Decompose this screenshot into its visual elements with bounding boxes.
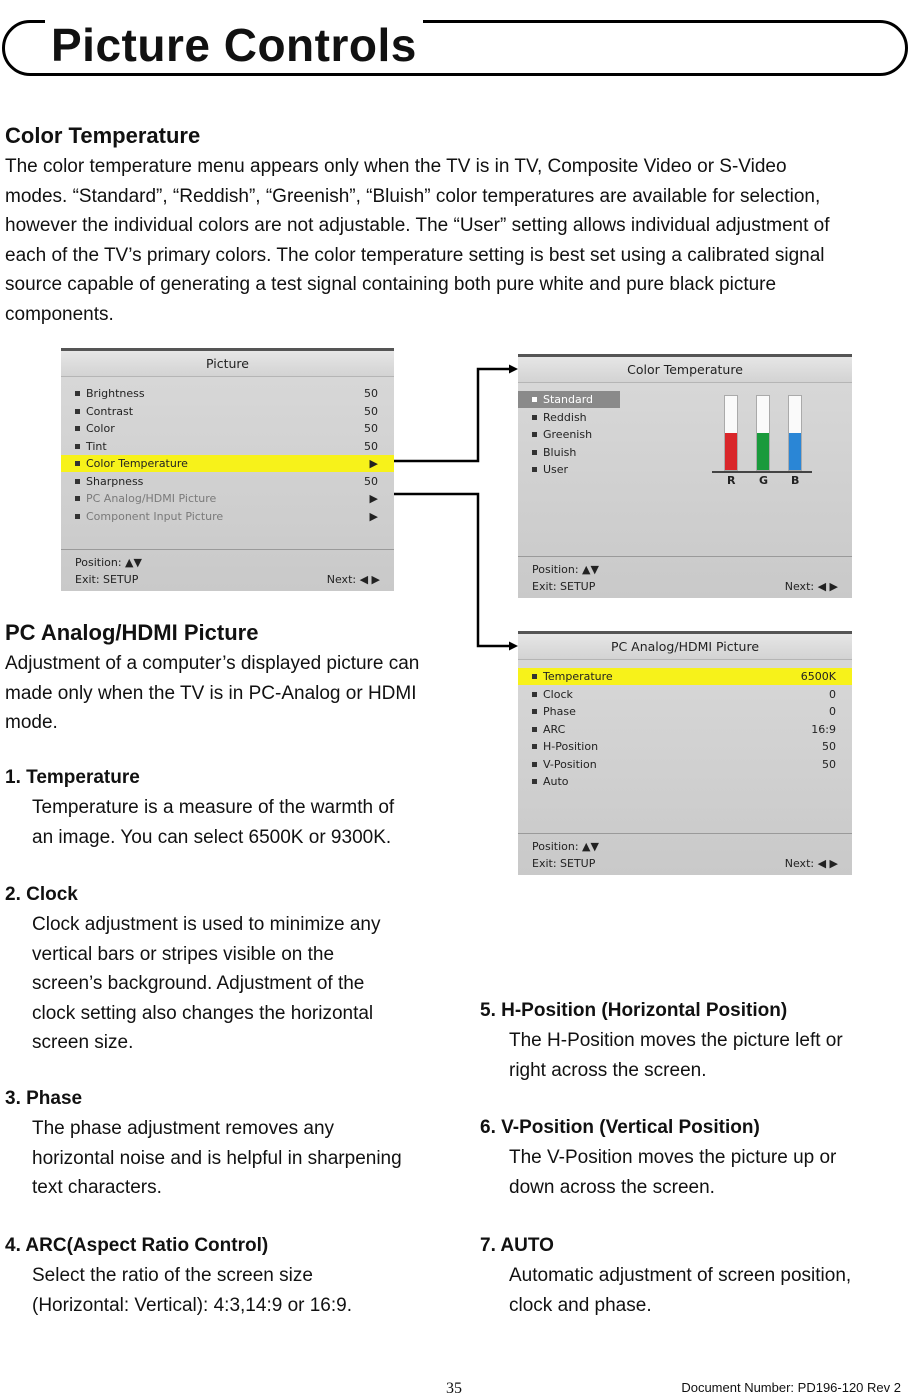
item-heading-v-position: 6. V-Position (Vertical Position) [480,1117,760,1138]
osd-title: Picture [61,351,394,377]
bullet-icon [532,744,537,749]
para-line: Adjustment of a computer’s displayed picture can [5,653,420,674]
menu-item-color[interactable] [61,420,394,437]
osd-footer [518,833,852,875]
item-body-phase [32,1114,402,1203]
menu-item-temperature[interactable] [518,668,852,685]
item-label: Temperature [543,670,613,683]
menu-item-auto[interactable] [518,773,852,790]
item-label: Brightness [86,387,145,400]
para-line: made only when the TV is in PC-Analog or HDMI [5,682,417,704]
item-label: Greenish [543,428,593,441]
bullet-icon [75,479,80,484]
red-level-bar[interactable] [724,395,738,471]
item-body-arc [32,1261,352,1320]
item-label: Color Temperature [86,457,188,470]
menu-item-clock[interactable] [518,686,852,703]
bullet-icon [532,779,537,784]
item-value: 0 [829,705,836,718]
bullet-icon [75,426,80,431]
bullet-icon [532,692,537,697]
item-label: Auto [543,775,569,788]
item-label: Reddish [543,410,587,424]
item-value: 50 [364,439,378,453]
item-label: ARC [543,722,566,736]
item-body-clock [32,910,380,1058]
red-level-fill [725,433,737,470]
item-label: Phase [543,705,576,718]
body-line: clock setting also changes the horizontal [32,1002,374,1024]
item-value: 50 [364,422,378,435]
osd-title: Color Temperature [518,357,852,383]
bullet-icon [532,397,537,402]
page-number: 35 [446,1380,462,1397]
bullet-icon [75,514,80,519]
bullet-icon [532,762,537,767]
para-line: however the individual colors are not adjustable. The “User” setting allows individual adjustment of [5,215,830,236]
document-number: Document Number: PD196-120 Rev 2 [681,1380,901,1395]
arrow-right-icon: ▶ [369,509,378,523]
body-line: down across the screen. [509,1176,715,1198]
next-hint: Next: ◀ ▶ [784,857,838,870]
item-value: 50 [364,474,378,488]
pc-section-heading: PC Analog/HDMI Picture [5,620,259,645]
bullet-icon [75,444,80,449]
menu-item-contrast[interactable] [61,403,394,420]
body-line: Select the ratio of the screen size [32,1265,313,1286]
body-line: horizontal noise and is helpful in sharpening [32,1147,402,1169]
next-hint: Next: ◀ ▶ [784,580,838,593]
menu-item-h-position[interactable] [518,738,852,755]
arrow-right-icon: ▶ [369,492,378,505]
body-line: (Horizontal: Vertical): 4:3,14:9 or 16:9. [32,1294,352,1316]
exit-hint: Exit: SETUP [532,580,596,593]
para-line: components. [5,303,114,325]
para-line: The color temperature menu appears only when the TV is in TV, Composite Video or S-Video [5,156,787,177]
bar-baseline [712,471,812,473]
body-line: an image. You can select 6500K or 9300K. [32,826,392,848]
bullet-icon [75,461,80,466]
bullet-icon [75,391,80,396]
body-line: vertical bars or stripes visible on the [32,943,335,965]
body-line: right across the screen. [509,1059,707,1081]
green-label: G [759,474,769,487]
item-heading-clock: 2. Clock [5,884,78,905]
menu-item-arc[interactable] [518,721,852,738]
position-hint: Position: ▲▼ [75,556,142,569]
bullet-icon [532,727,537,732]
menu-item-standard[interactable] [518,391,620,408]
item-value: 50 [364,387,378,400]
menu-item-phase[interactable] [518,703,852,720]
osd-color-temperature-menu [518,354,852,598]
item-label: PC Analog/HDMI Picture [86,492,217,505]
item-body-temperature [32,793,394,852]
page-title: Picture Controls [45,17,423,73]
item-label: User [543,463,569,476]
item-label: V-Position [543,757,597,771]
bullet-icon [75,496,80,501]
menu-item-brightness[interactable] [61,385,394,402]
menu-item-component-input[interactable] [61,508,394,525]
item-label: Component Input Picture [86,509,224,523]
para-line: each of the TV’s primary colors. The color temperature setting is best set using a calibrated signal [5,244,825,266]
item-value: 16:9 [811,722,836,736]
blue-label: B [791,474,800,487]
body-line: Clock adjustment is used to minimize any [32,914,381,935]
bullet-icon [75,409,80,414]
item-heading-h-position: 5. H-Position (Horizontal Position) [480,1000,788,1021]
item-label: Sharpness [86,474,144,488]
item-label: Color [86,422,115,435]
item-value: 6500K [800,670,836,683]
menu-item-tint[interactable] [61,438,394,455]
pc-section-paragraph [5,649,465,738]
item-body-auto [509,1261,851,1320]
item-body-h-position [509,1026,843,1085]
menu-item-sharpness[interactable] [61,473,394,490]
blue-level-fill [789,433,801,470]
menu-item-v-position[interactable] [518,756,852,773]
osd-footer [61,549,394,591]
body-line: Temperature is a measure of the warmth of [32,797,395,818]
osd-footer [518,556,852,598]
osd-title: PC Analog/HDMI Picture [518,634,852,660]
color-temp-heading: Color Temperature [5,123,201,148]
osd-picture-menu [61,348,394,591]
osd-pc-analog-hdmi-menu [518,631,852,875]
item-heading-arc: 4. ARC(Aspect Ratio Control) [5,1235,269,1256]
body-line: The H-Position moves the picture left or [509,1030,843,1051]
bullet-icon [532,450,537,455]
item-heading-temperature: 1. Temperature [5,767,140,788]
item-value: 0 [829,687,836,701]
item-label: Tint [86,439,107,453]
item-value: 50 [822,740,836,753]
green-level-fill [757,433,769,470]
body-line: screen size. [32,1032,134,1053]
bullet-icon [532,467,537,472]
item-label: Bluish [543,445,577,459]
exit-hint: Exit: SETUP [532,857,596,870]
menu-item-pc-analog-hdmi[interactable] [61,490,394,507]
position-hint: Position: ▲▼ [532,840,599,853]
item-label: Clock [543,687,573,701]
bullet-icon [532,432,537,437]
item-body-v-position [509,1143,836,1202]
green-level-bar[interactable] [756,395,770,471]
body-line: clock and phase. [509,1294,652,1316]
item-label: Contrast [86,404,134,418]
menu-item-color-temperature[interactable] [61,455,394,472]
body-line: screen’s background. Adjustment of the [32,973,365,994]
item-heading-phase: 3. Phase [5,1088,83,1109]
item-value: 50 [364,404,378,418]
exit-hint: Exit: SETUP [75,573,139,586]
body-line: The phase adjustment removes any [32,1118,335,1139]
item-label: H-Position [543,740,599,753]
next-hint: Next: ◀ ▶ [326,573,380,586]
item-label: Standard [543,393,594,406]
item-heading-auto: 7. AUTO [480,1235,554,1256]
bullet-icon [532,709,537,714]
para-line: modes. “Standard”, “Reddish”, “Greenish”, “Bluish” color temperatures are available for selection, [5,185,821,207]
blue-level-bar[interactable] [788,395,802,471]
bullet-icon [532,674,537,679]
red-label: R [727,474,736,487]
position-hint: Position: ▲▼ [532,563,599,576]
item-value: 50 [822,757,836,771]
body-line: The V-Position moves the picture up or [509,1147,837,1168]
para-line: source capable of generating a test signal containing both pure white and pure black picture [5,274,777,295]
body-line: text characters. [32,1177,162,1198]
para-line: mode. [5,712,58,733]
arrow-right-icon: ▶ [369,457,378,470]
bullet-icon [532,415,537,420]
body-line: Automatic adjustment of screen position, [509,1265,852,1286]
